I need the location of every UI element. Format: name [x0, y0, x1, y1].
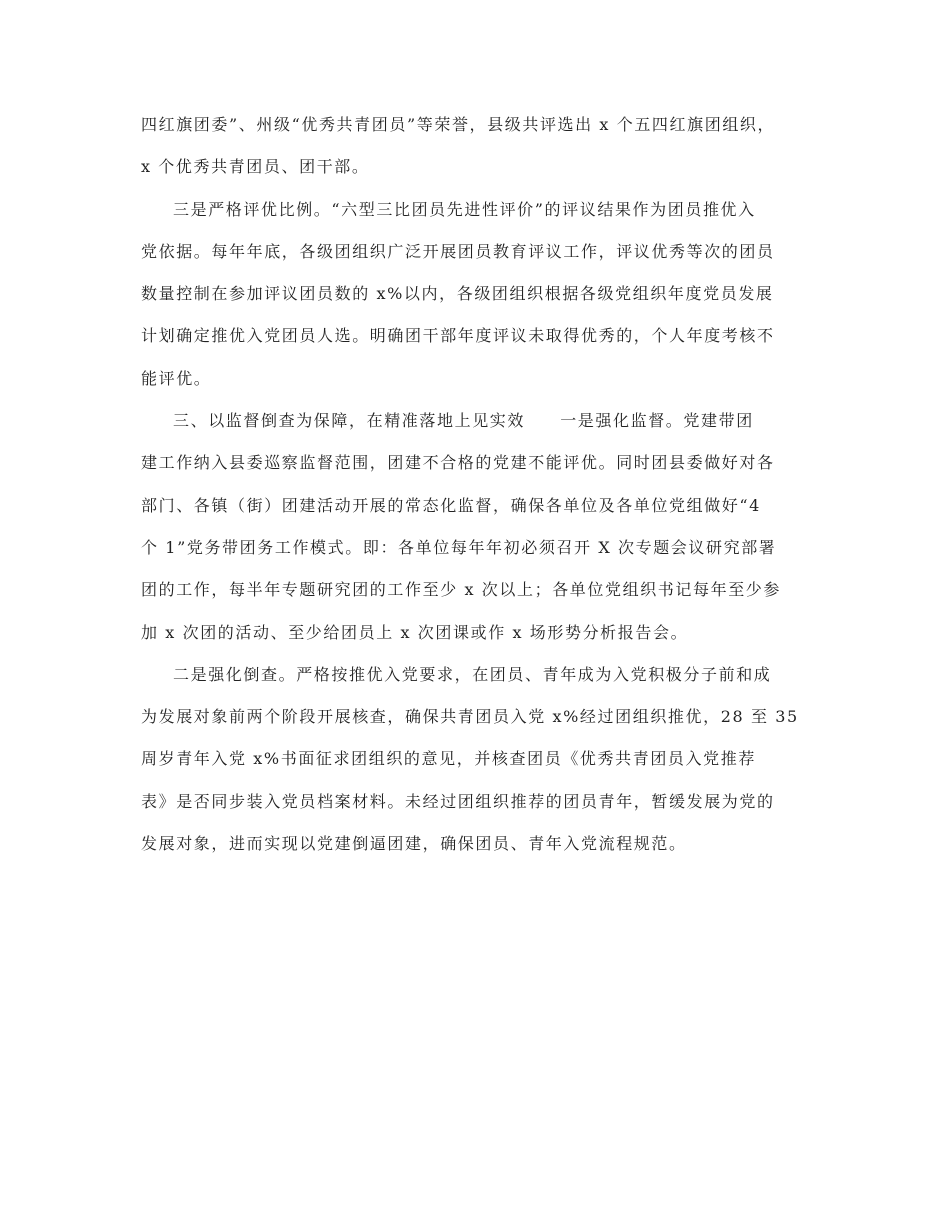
- text-line: x 个优秀共青团员、团干部。: [141, 157, 370, 177]
- text-line: 发展对象，进而实现以党建倒逼团建，确保团员、青年入党流程规范。: [141, 834, 687, 854]
- section-heading-line: 三、以监督倒查为保障，在精准落地上见实效 一是强化监督。党建带团: [173, 411, 754, 431]
- paragraph-start-line: 三是严格评优比例。“六型三比团员先进性评价”的评议结果作为团员推优入: [173, 199, 756, 219]
- text-line: 部门、各镇（街）团建活动开展的常态化监督，确保各单位及各单位党组做好“4: [141, 495, 761, 515]
- text-line: 能评优。: [141, 368, 212, 388]
- text-line: 加 x 次团的活动、至少给团员上 x 次团课或作 x 场形势分析报告会。: [141, 622, 689, 642]
- document-body: [141, 109, 831, 870]
- text-line: 党依据。每年年底，各级团组织广泛开展团员教育评议工作，评议优秀等次的团员: [141, 241, 775, 261]
- text-line: 个 1”党务带团务工作模式。即：各单位每年年初必须召开 X 次专题会议研究部署: [141, 537, 777, 557]
- text-line: 表》是否同步装入党员档案材料。未经过团组织推荐的团员青年，暂缓发展为党的: [141, 791, 775, 811]
- text-line: 四红旗团委”、州级“优秀共青团员”等荣誉，县级共评选出 x 个五四红旗团组织，: [141, 115, 776, 134]
- text-line: 为发展对象前两个阶段开展核查，确保共青团员入党 x%经过团组织推优，28 至 35: [141, 707, 799, 727]
- text-line: 计划确定推优入党团员人选。明确团干部年度评议未取得优秀的，个人年度考核不: [141, 326, 775, 346]
- text-line: 团的工作，每半年专题研究团的工作至少 x 次以上；各单位党组织书记每年至少参: [141, 580, 781, 600]
- text-line: 周岁青年入党 x%书面征求团组织的意见，并核查团员《优秀共青团员入党推荐: [141, 749, 756, 769]
- paragraph-start-line: 二是强化倒查。严格按推优入党要求，在团员、青年成为入党积极分子前和成: [173, 664, 772, 684]
- text-line: 数量控制在参加评议团员数的 x%以内，各级团组织根据各级党组织年度党员发展: [141, 284, 774, 304]
- text-line: 建工作纳入县委巡察监督范围，团建不合格的党建不能评优。同时团县委做好对各: [141, 453, 775, 473]
